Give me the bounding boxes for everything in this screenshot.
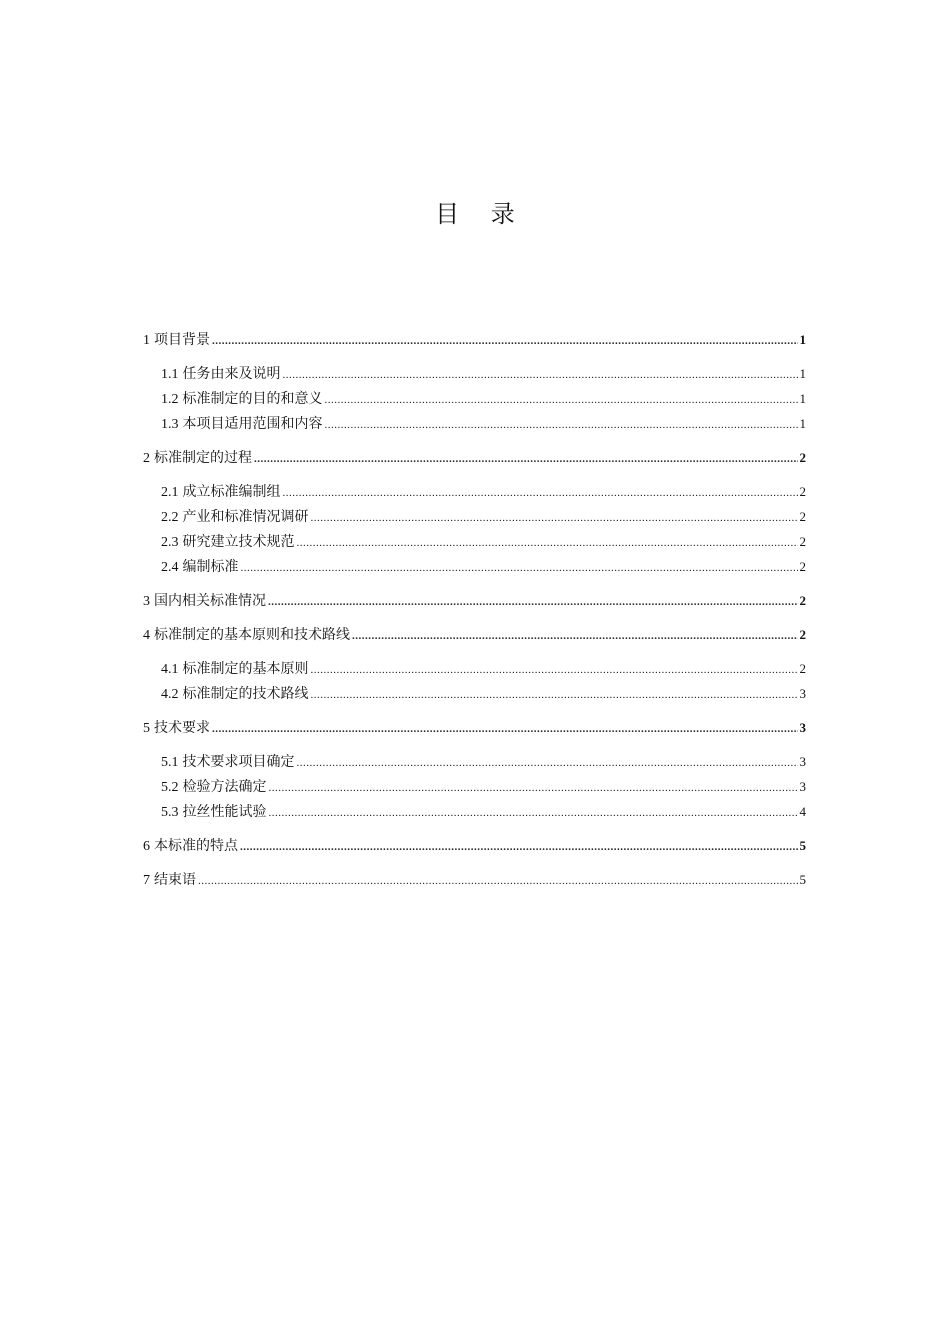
toc-entry-title: 标准制定的基本原则和技术路线 bbox=[154, 627, 350, 643]
toc-dot-leader bbox=[325, 413, 798, 438]
toc-entry-title: 标准制定的基本原则 bbox=[182, 661, 309, 677]
toc-entry-title: 标准制定的技术路线 bbox=[182, 686, 309, 702]
toc-entry-section[interactable] bbox=[143, 749, 806, 774]
toc-dot-leader bbox=[254, 447, 798, 472]
toc-entry-number: 1.3 bbox=[161, 417, 179, 432]
toc-entry-title: 产业和标准情况调研 bbox=[182, 509, 309, 525]
toc-entry-number: 2.3 bbox=[161, 535, 179, 550]
toc-entry-page-number: 1 bbox=[799, 391, 806, 406]
toc-entry-page-number: 3 bbox=[799, 686, 806, 701]
toc-entry-page-number: 1 bbox=[799, 332, 806, 347]
toc-entry-page-number: 2 bbox=[799, 593, 806, 608]
toc-entry-title: 编制标准 bbox=[182, 559, 239, 575]
toc-entry-title: 本标准的特点 bbox=[154, 838, 238, 854]
toc-entry-title: 研究建立技术规范 bbox=[182, 534, 295, 550]
toc-entry-chapter[interactable] bbox=[143, 867, 806, 892]
toc-entry-number: 1.2 bbox=[161, 392, 179, 407]
toc-entry-number: 4.2 bbox=[161, 687, 179, 702]
toc-dot-leader bbox=[212, 329, 798, 354]
toc-entry-section[interactable] bbox=[143, 411, 806, 436]
toc-entry-number: 5.3 bbox=[161, 805, 179, 820]
toc-entry-page-number: 5 bbox=[799, 838, 806, 853]
toc-entry-chapter[interactable] bbox=[143, 588, 806, 613]
toc-entry-chapter[interactable] bbox=[143, 622, 806, 647]
toc-entry-title: 国内相关标准情况 bbox=[154, 593, 266, 609]
toc-entry-page-number: 1 bbox=[799, 366, 806, 381]
toc-entry-title: 技术要求 bbox=[154, 720, 210, 736]
toc-entry-page-number: 5 bbox=[799, 872, 806, 887]
toc-entry-page-number: 1 bbox=[799, 416, 806, 431]
toc-entry-chapter[interactable] bbox=[143, 327, 806, 352]
toc-dot-leader bbox=[311, 506, 798, 531]
toc-dot-leader bbox=[241, 556, 798, 581]
toc-dot-leader bbox=[268, 590, 798, 615]
toc-entry-title: 任务由来及说明 bbox=[182, 366, 281, 382]
toc-entry-number: 5 bbox=[143, 721, 150, 736]
toc-entry-title: 标准制定的目的和意义 bbox=[182, 391, 323, 407]
toc-dot-leader bbox=[325, 388, 798, 413]
toc-dot-leader bbox=[311, 658, 798, 683]
toc-entry-page-number: 2 bbox=[799, 484, 806, 499]
toc-dot-leader bbox=[297, 751, 798, 776]
toc-entry-number: 2.4 bbox=[161, 560, 179, 575]
toc-entry-section[interactable] bbox=[143, 774, 806, 799]
toc-entry-page-number: 3 bbox=[799, 754, 806, 769]
toc-entry-page-number: 4 bbox=[799, 804, 806, 819]
toc-entry-page-number: 2 bbox=[799, 627, 806, 642]
toc-entry-number: 3 bbox=[143, 594, 150, 609]
toc-entry-number: 4.1 bbox=[161, 662, 179, 677]
toc-entry-chapter[interactable] bbox=[143, 833, 806, 858]
toc-entry-page-number: 2 bbox=[799, 450, 806, 465]
toc-entry-section[interactable] bbox=[143, 529, 806, 554]
toc-entry-title: 项目背景 bbox=[154, 332, 210, 348]
toc-entry-chapter[interactable] bbox=[143, 715, 806, 740]
toc-entry-number: 6 bbox=[143, 839, 150, 854]
toc-entry-page-number: 2 bbox=[799, 559, 806, 574]
toc-entry-title: 技术要求项目确定 bbox=[182, 754, 295, 770]
page-title: 目 录 bbox=[435, 200, 527, 228]
toc-dot-leader bbox=[283, 363, 798, 388]
toc-entry-title: 拉丝性能试验 bbox=[182, 804, 267, 820]
toc-entry-number: 7 bbox=[143, 873, 150, 888]
toc-entry-page-number: 2 bbox=[799, 509, 806, 524]
toc-entry-number: 4 bbox=[143, 628, 150, 643]
toc-entry-page-number: 3 bbox=[799, 720, 806, 735]
toc-dot-leader bbox=[283, 481, 798, 506]
toc-dot-leader bbox=[311, 683, 798, 708]
toc-entry-chapter[interactable] bbox=[143, 445, 806, 470]
toc-entry-title: 标准制定的过程 bbox=[154, 450, 252, 466]
toc-entry-number: 1 bbox=[143, 333, 150, 348]
toc-entry-number: 2.2 bbox=[161, 510, 179, 525]
toc-entry-number: 5.1 bbox=[161, 755, 179, 770]
toc-entry-section[interactable] bbox=[143, 554, 806, 579]
toc-entry-number: 2 bbox=[143, 451, 150, 466]
toc-entry-section[interactable] bbox=[143, 681, 806, 706]
toc-entry-page-number: 3 bbox=[799, 779, 806, 794]
toc-entry-section[interactable] bbox=[143, 386, 806, 411]
toc-entry-title: 本项目适用范围和内容 bbox=[182, 416, 323, 432]
toc-entry-section[interactable] bbox=[143, 361, 806, 386]
toc-entry-section[interactable] bbox=[143, 799, 806, 824]
toc-entry-title: 检验方法确定 bbox=[182, 779, 267, 795]
toc-dot-leader bbox=[198, 869, 798, 894]
table-of-contents bbox=[143, 327, 806, 892]
toc-dot-leader bbox=[240, 835, 798, 860]
toc-entry-title: 成立标准编制组 bbox=[182, 484, 281, 500]
toc-entry-number: 5.2 bbox=[161, 780, 179, 795]
toc-dot-leader bbox=[212, 717, 798, 742]
toc-dot-leader bbox=[269, 801, 798, 826]
toc-dot-leader bbox=[352, 624, 798, 649]
toc-entry-title: 结束语 bbox=[154, 872, 196, 888]
toc-entry-section[interactable] bbox=[143, 656, 806, 681]
toc-entry-number: 1.1 bbox=[161, 367, 179, 382]
toc-dot-leader bbox=[297, 531, 798, 556]
toc-entry-page-number: 2 bbox=[799, 661, 806, 676]
toc-entry-section[interactable] bbox=[143, 504, 806, 529]
toc-dot-leader bbox=[269, 776, 798, 801]
toc-entry-page-number: 2 bbox=[799, 534, 806, 549]
toc-entry-number: 2.1 bbox=[161, 485, 179, 500]
toc-entry-section[interactable] bbox=[143, 479, 806, 504]
